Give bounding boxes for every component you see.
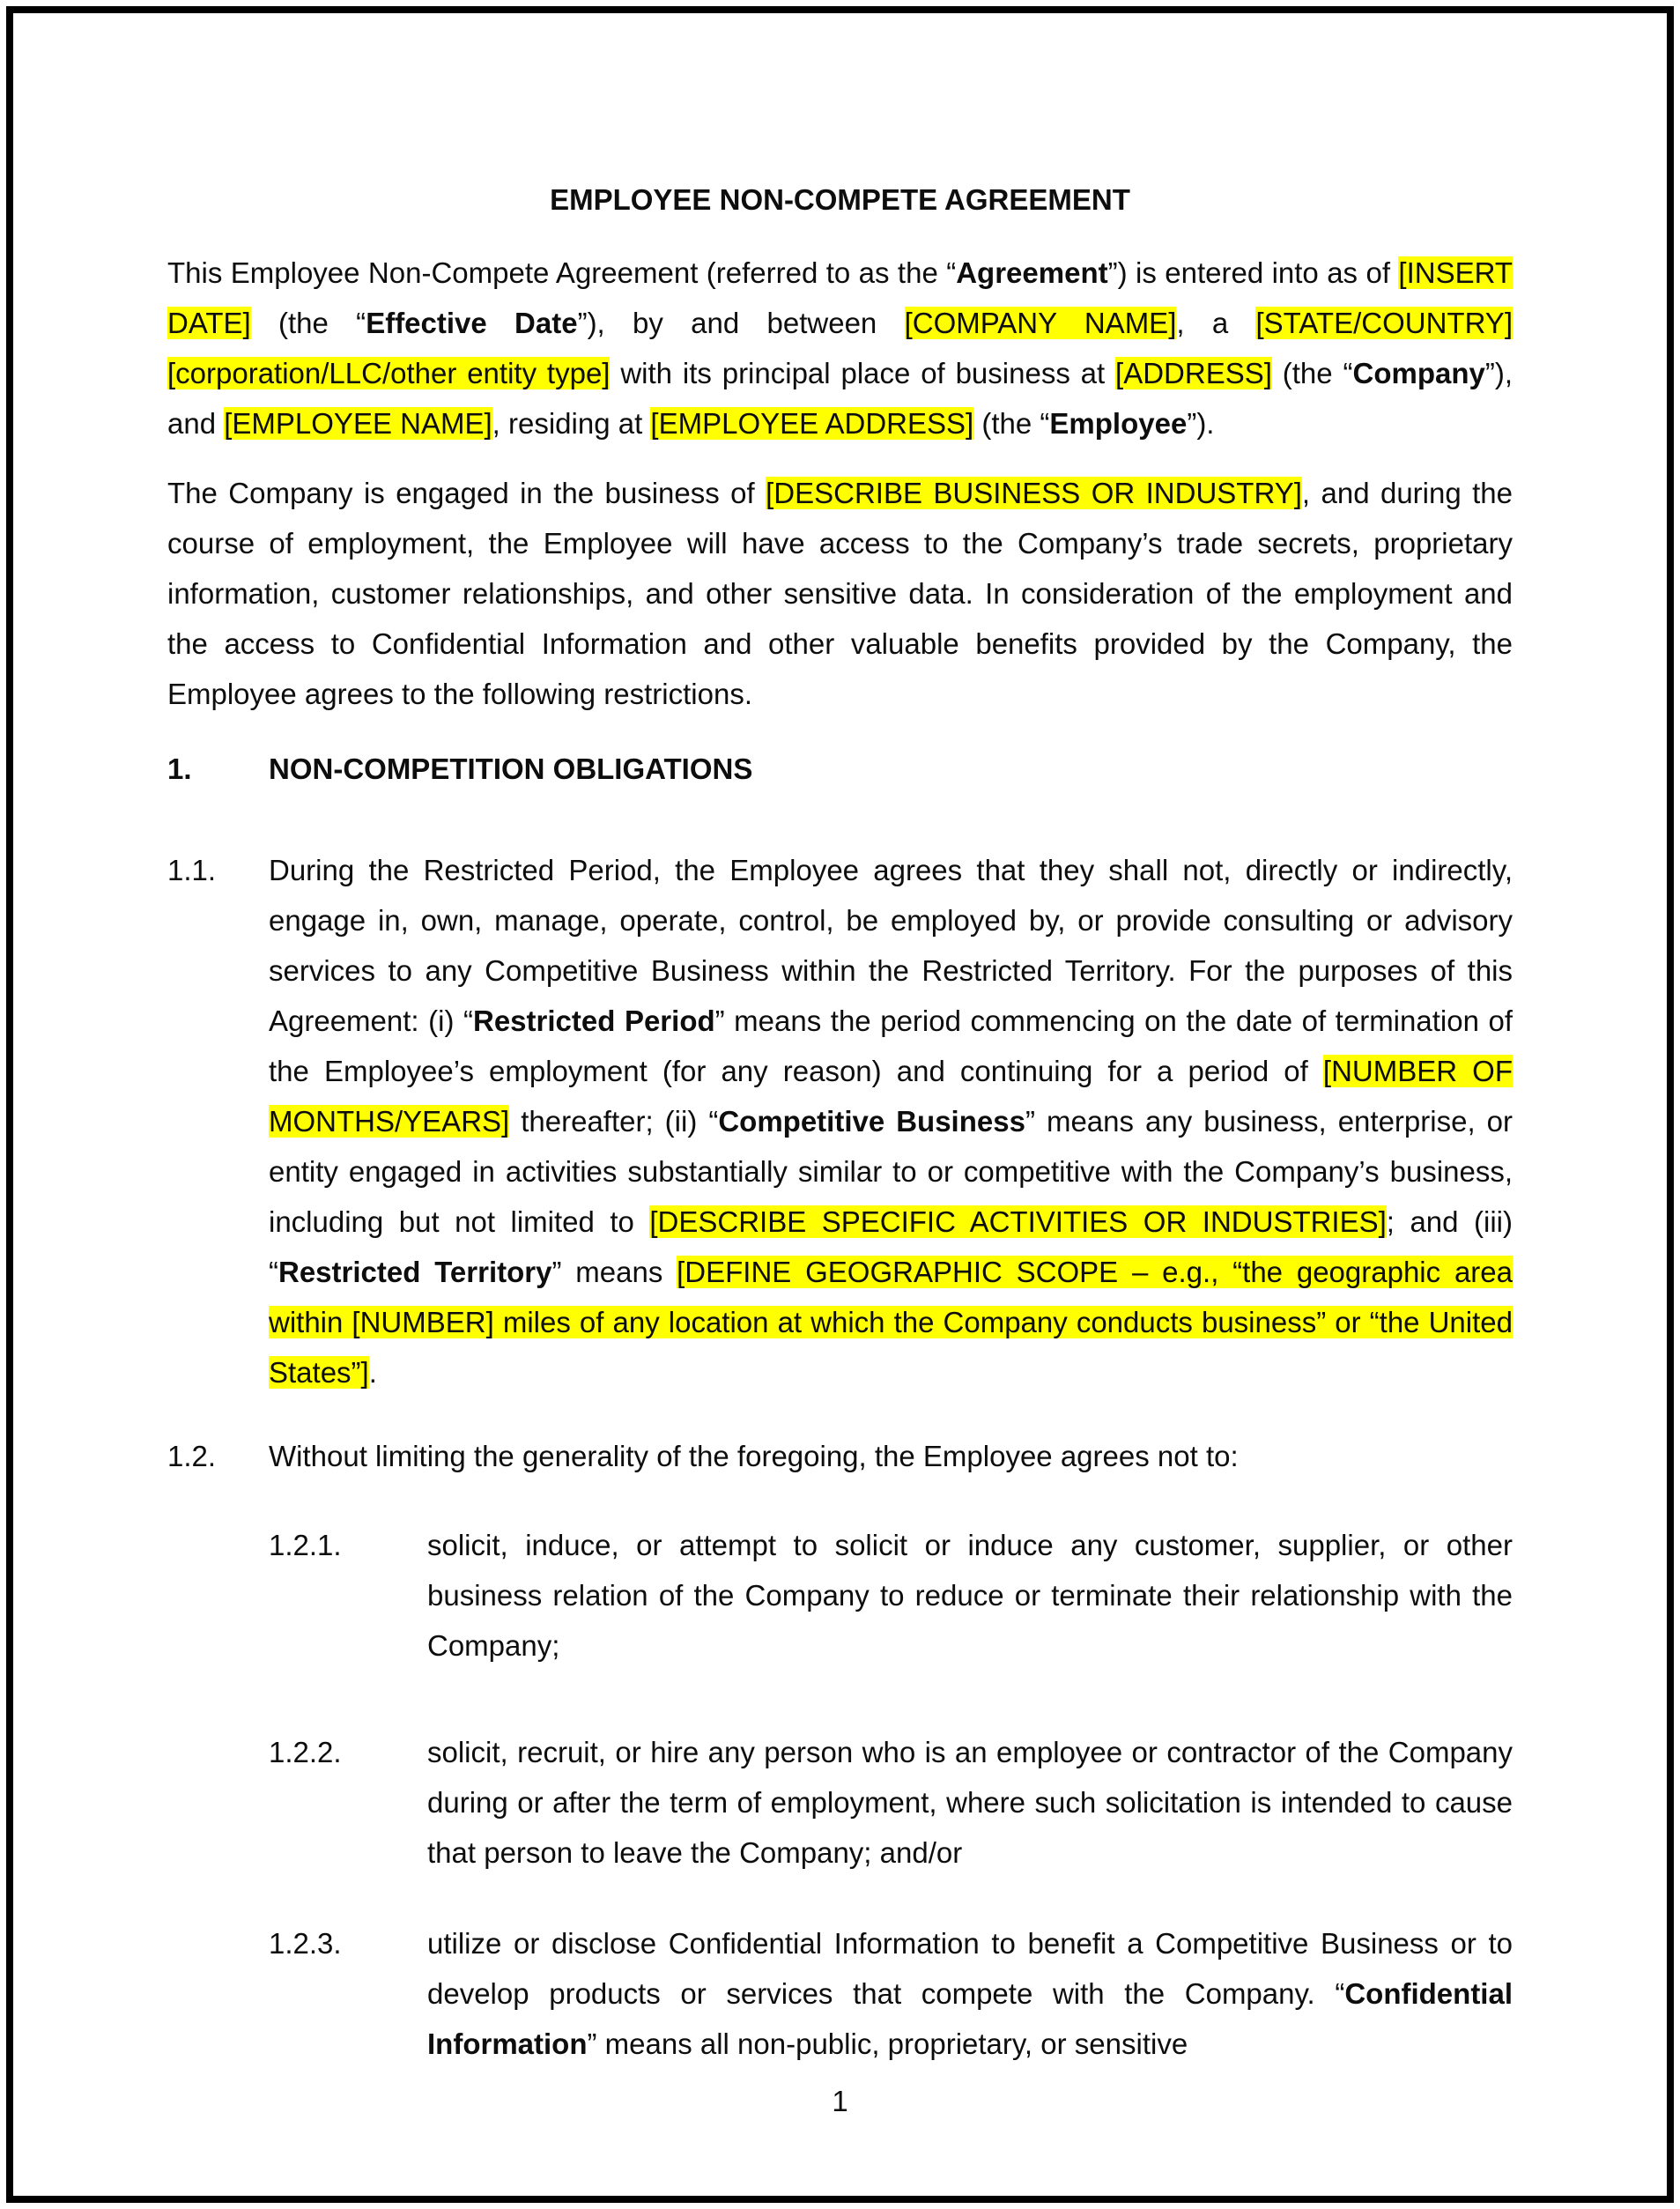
intro-paragraph	[167, 248, 1513, 448]
text-run: utilize or disclose Confidential Information to benefit a Competitive Business or to develop products or services that compete with the Company. “	[427, 1927, 1513, 2010]
section-heading-text: NON-COMPETITION OBLIGATIONS	[269, 752, 753, 785]
defined-term-confidential-information: Confidential Information	[427, 1977, 1513, 2060]
defined-term-agreement: Agreement	[956, 256, 1108, 289]
section-body: solicit, induce, or attempt to solicit or induce any customer, supplier, or other business relation of the Company to reduce or terminate their relationship with the Company;	[427, 1529, 1513, 1662]
section-body: solicit, recruit, or hire any person who is an employee or contractor of the Company during or after the term of employment, where such solicitation is intended to cause that person to leave the Company; and/or	[427, 1736, 1513, 1869]
section-1-2-2	[269, 1727, 1513, 1878]
text-run: , a	[1176, 307, 1256, 339]
section-number: 1.1.	[167, 854, 217, 886]
placeholder-business-industry: [DESCRIBE BUSINESS OR INDUSTRY]	[766, 477, 1302, 509]
section-body	[427, 1918, 1513, 2069]
text-run: ; and (iii) “	[269, 1205, 1513, 1288]
placeholder-employee-address: [EMPLOYEE ADDRESS]	[650, 407, 974, 440]
section-number: 1.2.	[167, 1440, 217, 1472]
text-run: The Company is engaged in the business of	[167, 477, 766, 509]
placeholder-activities-industries: [DESCRIBE SPECIFIC ACTIVITIES OR INDUSTRIES]	[649, 1205, 1387, 1238]
section-1-heading	[167, 744, 1513, 794]
text-run: , residing at	[492, 407, 651, 440]
placeholder-state-country: [STATE/COUNTRY]	[1255, 307, 1513, 339]
text-run: ”) is entered into as of	[1107, 256, 1399, 289]
section-1-2	[167, 1431, 1513, 1481]
text-run: During the Restricted Period, the Employee agrees that they shall not, directly or indirectly, engage in, own, manage, operate, control, be employed by, or provide consulting or advisory services to any Competitive Business within the Restricted Territory. For the purposes of this Agreement: (i) “	[269, 854, 1513, 1037]
text-run: ” means any business, enterprise, or entity engaged in activities substantially similar to or competitive with the Company’s business, including but not limited to	[269, 1105, 1513, 1238]
recitals-paragraph	[167, 468, 1513, 719]
placeholder-geographic-scope: [DEFINE GEOGRAPHIC SCOPE – e.g., “the geographic area within [NUMBER] miles of any location at which the Company conducts business” or “the United States”]	[269, 1256, 1513, 1389]
text-run: thereafter; (ii) “	[509, 1105, 719, 1138]
placeholder-insert-date: [INSERT DATE]	[167, 256, 1513, 339]
text-run: ”), by and between	[577, 307, 905, 339]
section-1-2-1	[269, 1520, 1513, 1671]
placeholder-number-months-years: [NUMBER OF MONTHS/YEARS]	[269, 1055, 1513, 1138]
placeholder-company-name: [COMPANY NAME]	[904, 307, 1177, 339]
text-run: ” means all non-public, proprietary, or sensitive	[587, 2027, 1188, 2060]
section-body: Without limiting the generality of the foregoing, the Employee agrees not to:	[269, 1440, 1239, 1472]
section-body	[269, 845, 1513, 1397]
section-number: 1.2.3.	[269, 1927, 342, 1960]
text-run: ” means the period commencing on the date of termination of the Employee’s employment (for any reason) and continuing for a period of	[269, 1004, 1513, 1087]
text-run: (the “	[250, 307, 366, 339]
defined-term-restricted-period: Restricted Period	[473, 1004, 715, 1037]
defined-term-competitive-business: Competitive Business	[718, 1105, 1025, 1138]
text-run: , and during the course of employment, the Employee will have access to the Company’s trade secrets, proprietary information, customer relationships, and other sensitive data. In consideration of the employment and the access to Confidential Information and other valuable benefits provided by the Company, the Employee agrees to the following restrictions.	[167, 477, 1513, 710]
document-page	[167, 0, 1513, 2126]
section-number: 1.2.1.	[269, 1529, 342, 1561]
text-run: .	[368, 1356, 377, 1389]
defined-term-employee: Employee	[1049, 407, 1188, 440]
defined-term-effective-date: Effective Date	[366, 307, 578, 339]
defined-term-restricted-territory: Restricted Territory	[278, 1256, 552, 1288]
placeholder-entity-type: [corporation/LLC/other entity type]	[167, 357, 611, 389]
defined-term-company: Company	[1352, 357, 1485, 389]
document-title: EMPLOYEE NON-COMPETE AGREEMENT	[550, 183, 1130, 216]
text-run: ”).	[1187, 407, 1215, 440]
text-run: ”), and	[167, 357, 1513, 440]
placeholder-address: [ADDRESS]	[1115, 357, 1272, 389]
text-run: (the “	[1271, 357, 1353, 389]
page-number: 1	[832, 2085, 848, 2117]
section-number: 1.2.2.	[269, 1736, 342, 1768]
text-run: ” means	[551, 1256, 677, 1288]
section-1-2-3	[269, 1918, 1513, 2069]
text-run: with its principal place of business at	[610, 357, 1116, 389]
section-number: 1.	[167, 752, 192, 785]
section-1-1	[167, 845, 1513, 1397]
text-run: (the “	[973, 407, 1050, 440]
text-run: This Employee Non-Compete Agreement (referred to as the “	[167, 256, 957, 289]
placeholder-employee-name: [EMPLOYEE NAME]	[224, 407, 492, 440]
